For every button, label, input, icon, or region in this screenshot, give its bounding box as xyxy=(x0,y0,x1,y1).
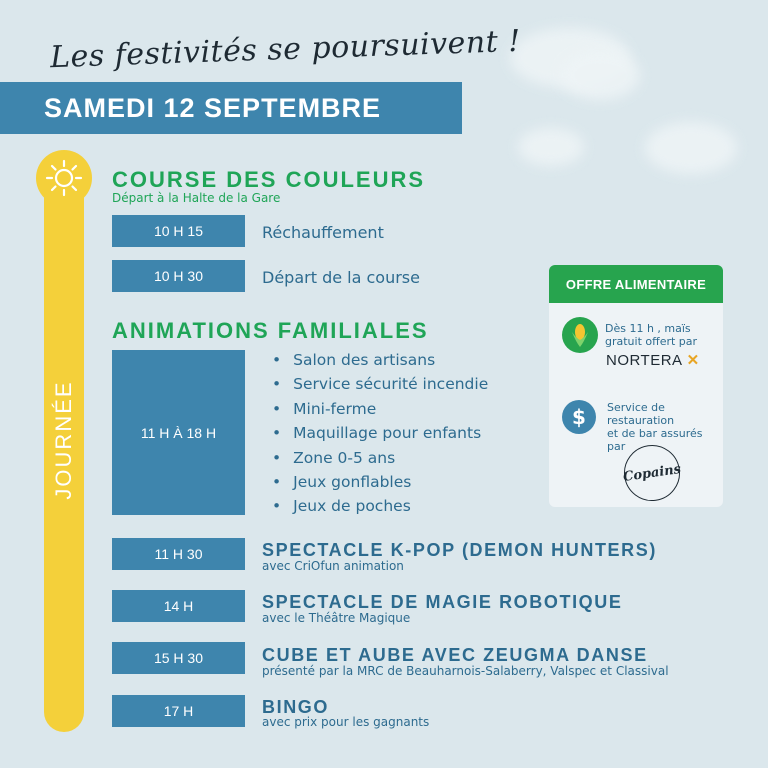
list-item: • Maquillage pour enfants xyxy=(272,421,488,445)
date-banner: SAMEDI 12 SEPTEMBRE xyxy=(0,82,462,134)
copains-logo: Copains xyxy=(620,441,683,504)
cloud-decoration xyxy=(645,122,737,174)
event-subtitle: avec le Théâtre Magique xyxy=(262,611,411,625)
food-offer-title: OFFRE ALIMENTAIRE xyxy=(549,265,723,303)
list-item: • Jeux de poches xyxy=(272,494,488,518)
course-subtitle: Départ à la Halte de la Gare xyxy=(112,191,281,205)
cloud-decoration xyxy=(560,50,640,100)
time-box: 11 H À 18 H xyxy=(112,350,245,515)
event-title: BINGO xyxy=(262,697,330,717)
list-item: • Mini-ferme xyxy=(272,397,488,421)
script-title: Les festivités se poursuivent ! xyxy=(49,23,522,76)
event-subtitle: présenté par la MRC de Beauharnois-Salaberry, Valspec et Classival xyxy=(262,664,669,678)
event-title: SPECTACLE K-POP (DEMON HUNTERS) xyxy=(262,540,657,560)
time-box: 15 H 30 xyxy=(112,642,245,674)
nortera-logo-text: NORTERA xyxy=(606,352,683,369)
cloud-decoration xyxy=(518,128,584,166)
service-text: par xyxy=(607,440,626,453)
course-title: COURSE DES COULEURS xyxy=(112,167,426,192)
course-item-label: Réchauffement xyxy=(262,223,384,242)
sun-icon xyxy=(36,150,92,206)
list-item: • Jeux gonflables xyxy=(272,470,488,494)
food-offer-card xyxy=(549,265,723,507)
event-title: SPECTACLE DE MAGIE ROBOTIQUE xyxy=(262,592,623,612)
dollar-icon: $ xyxy=(562,400,596,434)
corn-offer-text: Dès 11 h , maïs xyxy=(605,322,691,335)
event-subtitle: avec prix pour les gagnants xyxy=(262,715,430,729)
service-text: restauration xyxy=(607,414,675,427)
nortera-logo: NORTERA ✕ xyxy=(606,352,700,369)
event-subtitle: avec CriOfun animation xyxy=(262,559,404,573)
corn-icon xyxy=(562,317,598,353)
timeline-label: JOURNÉE xyxy=(51,380,76,500)
list-item: • Service sécurité incendie xyxy=(272,372,488,396)
time-box: 14 H xyxy=(112,590,245,622)
time-box: 10 H 30 xyxy=(112,260,245,292)
service-text: et de bar assurés xyxy=(607,427,703,440)
time-box: 11 H 30 xyxy=(112,538,245,570)
list-item: • Salon des artisans xyxy=(272,348,488,372)
time-box: 10 H 15 xyxy=(112,215,245,247)
time-box: 17 H xyxy=(112,695,245,727)
course-item-label: Départ de la course xyxy=(262,268,420,287)
event-title: CUBE ET AUBE AVEC ZEUGMA DANSE xyxy=(262,645,648,665)
corn-offer-text: gratuit offert par xyxy=(605,335,698,348)
animations-list xyxy=(272,348,488,519)
list-item: • Zone 0-5 ans xyxy=(272,446,488,470)
animations-title: ANIMATIONS FAMILIALES xyxy=(112,318,429,343)
service-text: Service de xyxy=(607,401,665,414)
